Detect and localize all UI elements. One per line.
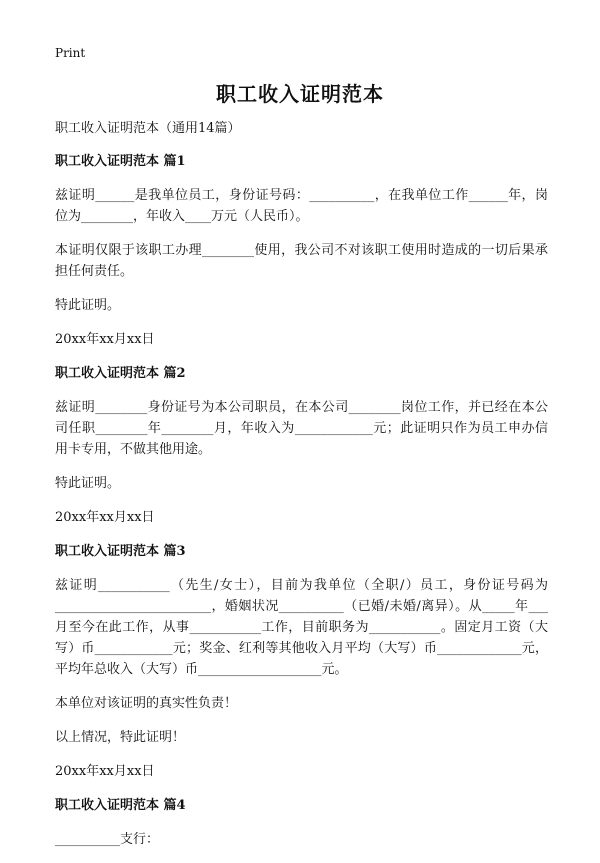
section-paragraph: 本证明仅限于该职工办理________使用，我公司不对该职工使用时造成的一切后果承担任何责任。: [55, 243, 548, 279]
document-subtitle: 职工收入证明范本（通用14篇）: [55, 121, 241, 136]
document-title: 职工收入证明范本: [216, 82, 384, 106]
section-paragraph: 以上情况，特此证明！: [55, 730, 186, 745]
section-paragraph: 本单位对该证明的真实性负责！: [55, 696, 238, 711]
section-1: [55, 151, 548, 350]
section-4: [55, 795, 548, 850]
section-3: [55, 541, 548, 782]
section-date: 20xx年xx月xx日: [55, 332, 155, 347]
section-heading: 职工收入证明范本 篇1: [55, 154, 186, 169]
section-paragraph: 特此证明。: [55, 476, 121, 491]
section-paragraph: 特此证明。: [55, 298, 121, 313]
section-paragraph: 兹证明______是我单位员工，身份证号码：__________，在我单位工作______年，岗位为________，年收入____万元（人民币）。: [55, 188, 548, 224]
section-heading: 职工收入证明范本 篇3: [55, 544, 186, 559]
section-paragraph: __________支行：: [55, 832, 160, 847]
section-heading: 职工收入证明范本 篇2: [55, 366, 186, 381]
section-date: 20xx年xx月xx日: [55, 510, 155, 525]
section-heading: 职工收入证明范本 篇4: [55, 798, 186, 813]
section-paragraph: 兹证明___________（先生/女士），目前为我单位（全职/）员工，身份证号码为________________________，婚姻状况__________（已婚/未婚/离异）。从_____年___月至今在此工作，从事___________工作，目前职务为___________。固定月工资（大写）币____________元；奖金、红利等其他收入月平均（大写）币_____________元，平均年总收入（大写）币___________________元。: [55, 578, 548, 677]
section-date: 20xx年xx月xx日: [55, 764, 155, 779]
document-body: [55, 118, 548, 863]
print-label: Print: [55, 46, 86, 60]
section-paragraph: 兹证明________身份证号为本公司职员，在本公司________岗位工作，并已经在本公司任职________年________月，年收入为____________元；此证明只作为员工申办信用卡专用，不做其他用途。: [55, 400, 548, 457]
section-2: [55, 363, 548, 528]
